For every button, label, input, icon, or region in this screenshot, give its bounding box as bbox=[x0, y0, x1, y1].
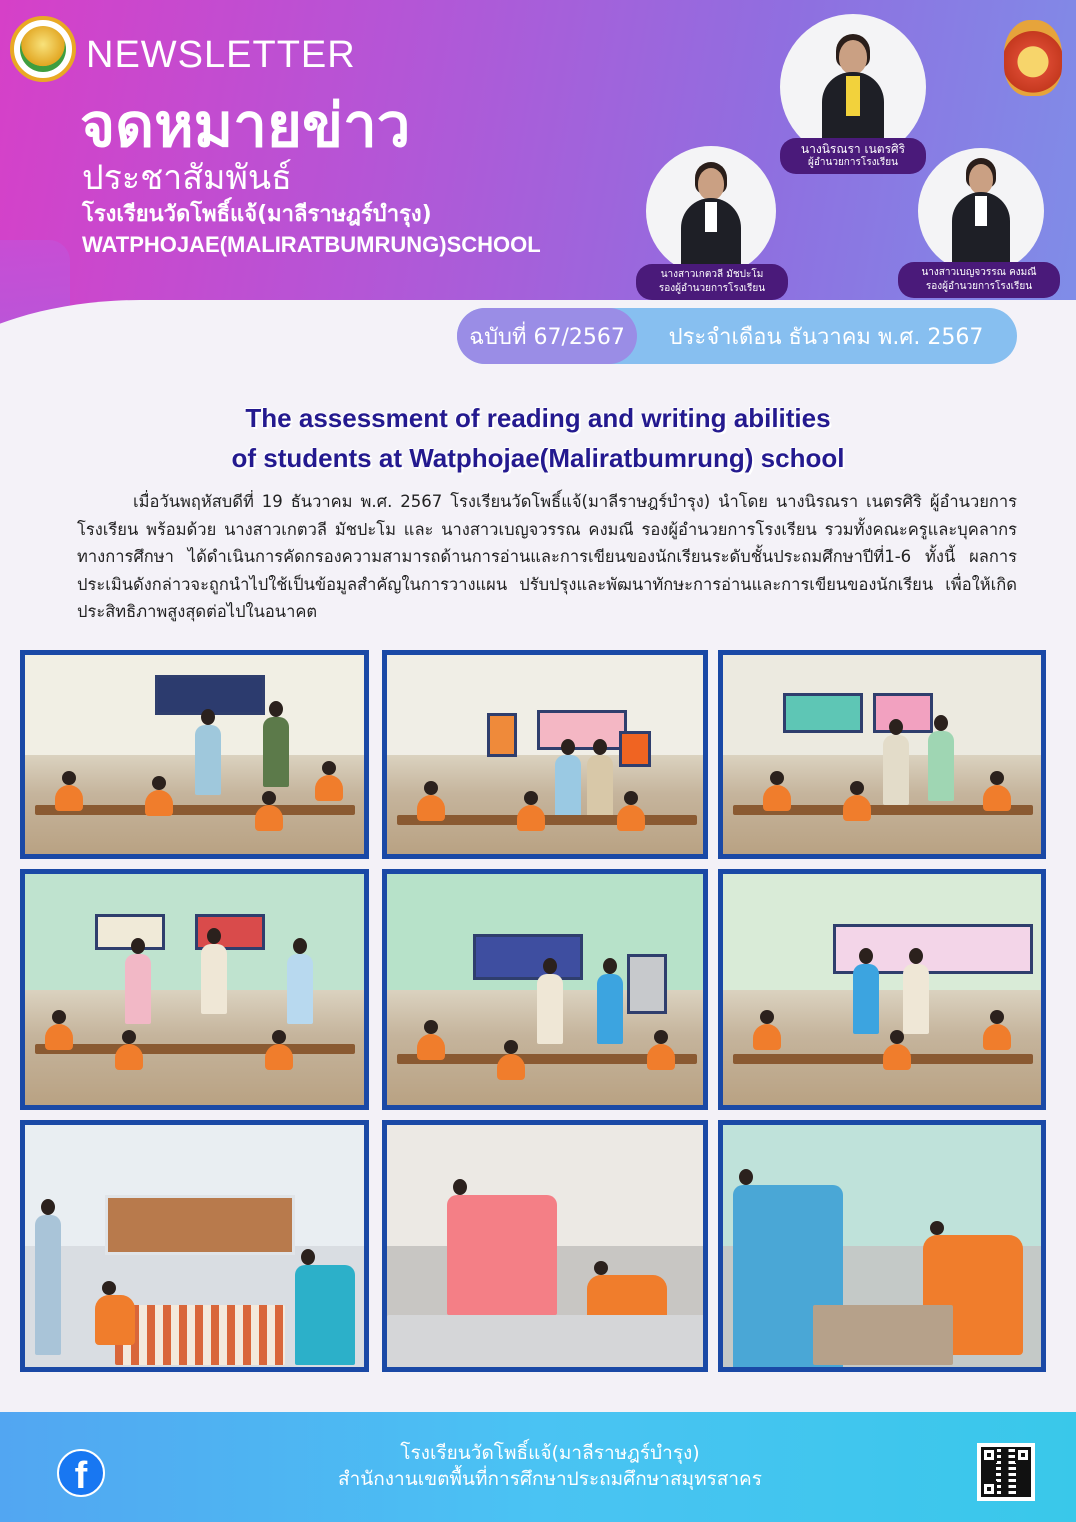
obec-emblem bbox=[1004, 20, 1062, 96]
article-body: เมื่อวันพฤหัสบดีที่ 19 ธันวาคม พ.ศ. 2567 โรงเรียนวัดโพธิ์แจ้(มาลีราษฎร์บำรุง) นำโดย นางนิรณรา เนตรศิริ ผู้อำนวยการโรงเรียน พร้อมด้วย นางสาวเกตวลี มัชปะโม และ นางสาวเบญจวรรณ คงมณี รองผู้อำนวยการโรงเรียน รวมทั้งคณะครูและบุคลากรทางการศึกษา ได้ดำเนินการคัดกรองความสามารถด้านการอ่านและการเขียนของนักเรียนระดับชั้นประถมศึกษาปีที่1-6 ทั้งนี้ ผลการประเมินดังกล่าวจะถูกนำไปใช้เป็นข้อมูลสำคัญในการวางแผน ปรับปรุงและพัฒนาทักษะการอ่านและการเขียนของนักเรียน เพื่อให้เกิดประสิทธิภาพสูงสุดต่อไปในอนาคต bbox=[77, 492, 1017, 621]
qr-code-icon[interactable] bbox=[977, 1443, 1035, 1501]
deputy-nametag-1 bbox=[636, 264, 788, 300]
photo-7 bbox=[20, 1120, 369, 1372]
deputy-name-1: นางสาวเกตวลี มัชปะโม bbox=[660, 269, 764, 280]
footer-school: โรงเรียนวัดโพธิ์แจ้(มาลีราษฎร์บำรุง) bbox=[400, 1442, 700, 1464]
photo-6 bbox=[718, 869, 1046, 1110]
director-role: ผู้อำนวยการโรงเรียน bbox=[808, 157, 898, 168]
issue-number: ฉบับที่ 67/2567 bbox=[457, 308, 637, 364]
deputy-name-2: นางสาวเบญจวรรณ คงมณี bbox=[921, 267, 1037, 278]
headline-line-2: of students at Watphojae(Maliratbumrung) school bbox=[231, 443, 845, 473]
director-name: นางนิรณรา เนตรศิริ bbox=[800, 142, 906, 156]
deputy-role-1: รองผู้อำนวยการโรงเรียน bbox=[658, 283, 766, 294]
photo-1 bbox=[20, 650, 369, 859]
deputy-portrait-2 bbox=[898, 148, 1060, 304]
facebook-icon[interactable]: f bbox=[57, 1449, 105, 1497]
footer-text bbox=[300, 1440, 800, 1492]
newsletter-title: จดหมายข่าว bbox=[80, 91, 411, 161]
photo-4 bbox=[20, 869, 369, 1110]
newsletter-label: NEWSLETTER bbox=[86, 34, 356, 76]
school-name-english: WATPHOJAE(MALIRATBUMRUNG)SCHOOL bbox=[82, 232, 541, 257]
issue-month: ประจำเดือน ธันวาคม พ.ศ. 2567 bbox=[668, 324, 984, 350]
article-headline bbox=[100, 398, 976, 478]
photo-2 bbox=[382, 650, 708, 859]
school-name-thai: โรงเรียนวัดโพธิ์แจ้(มาลีราษฎร์บำรุง) bbox=[82, 202, 432, 227]
deputy-portrait-1 bbox=[636, 146, 788, 302]
photo-3 bbox=[718, 650, 1046, 859]
school-logo bbox=[10, 16, 76, 82]
photo-5 bbox=[382, 869, 708, 1110]
photo-9 bbox=[718, 1120, 1046, 1372]
photo-8 bbox=[382, 1120, 708, 1372]
footer-office: สำนักงานเขตพื้นที่การศึกษาประถมศึกษาสมุทรสาคร bbox=[338, 1468, 762, 1490]
headline-line-1: The assessment of reading and writing abilities bbox=[245, 403, 831, 433]
newsletter-subtitle: ประชาสัมพันธ์ bbox=[82, 158, 292, 198]
deputy-nametag-2 bbox=[898, 262, 1060, 298]
deputy-role-2: รองผู้อำนวยการโรงเรียน bbox=[925, 281, 1033, 292]
